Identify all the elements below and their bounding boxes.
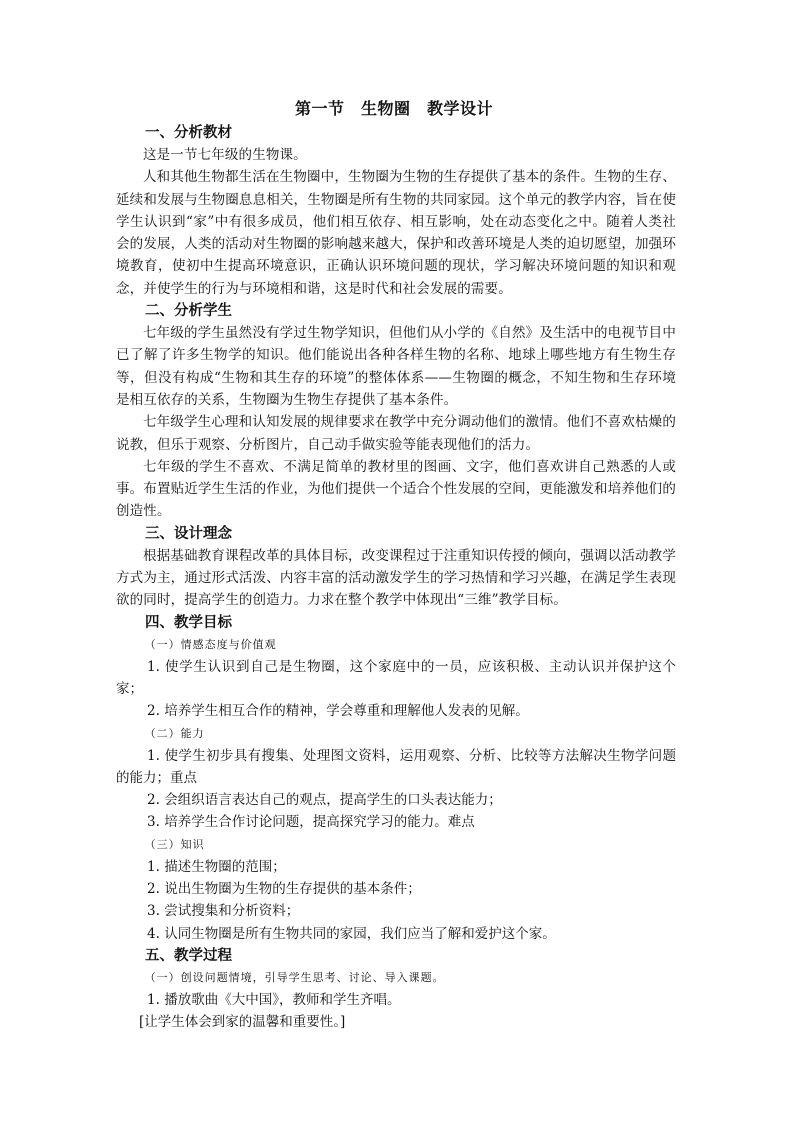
section-heading-2: 二、分析学生 <box>145 302 232 320</box>
list-item: 2. 说出生物圈为生物的生存提供的基本条件； <box>147 881 421 898</box>
list-item: 1. 描述生物圈的范围； <box>147 858 286 875</box>
section-heading-5: 五、教学过程 <box>145 946 232 964</box>
list-item: 1. 使学生认识到自己是生物圈，这个家庭中的一员，应该积极、主动认识并保护这个家； <box>116 658 676 697</box>
list-item: 3. 培养学生合作讨论问题，提高探究学习的能力。难点 <box>147 814 475 831</box>
list-item: 1. 使学生初步具有搜集、处理图文资料，运用观察、分析、比较等方法解决生物学问题的能力；重点 <box>116 747 676 786</box>
page-title: 第一节 生物圈 教学设计 <box>294 99 493 118</box>
paragraph: 根据基础教育课程改革的具体目标，改变课程过于注重知识传授的倾向，强调以活动教学方式为主，通过形式活泼、内容丰富的活动激发学生的学习热情和学习兴趣，在满足学生表现欲的同时，提高学生的创造力。力求在整个教学中体现出“三维”教学目标。 <box>116 547 676 609</box>
subsection-heading: （一）情感态度与价值观 <box>144 637 277 651</box>
subsection-heading: （三）知识 <box>144 837 205 851</box>
list-item: 4. 认同生物圈是所有生物共同的家园，我们应当了解和爱护这个家。 <box>147 925 556 942</box>
section-heading-3: 三、设计理念 <box>145 524 232 542</box>
paragraph: 七年级的学生不喜欢、不满足简单的教材里的图画、文字，他们喜欢讲自己熟悉的人或事。布置贴近学生生活的作业，为他们提供一个适合个性发展的空间，更能激发和培养他们的创造性。 <box>116 458 676 520</box>
list-item: 2. 培养学生相互合作的精神，学会尊重和理解他人发表的见解。 <box>147 703 529 720</box>
section-heading-1: 一、分析教材 <box>145 124 232 141</box>
paragraph: 这是一节七年级的生物课。 <box>143 147 307 163</box>
paragraph: 七年级的学生虽然没有学过生物学知识，但他们从小学的《自然》及生活中的电视节目中已了解了许多生物学的知识。他们能说出各种各样生物的名称、地球上哪些地方有生物生存等，但没有构成“生物和其生存的环境”的整体体系——生物圈的概念，不知生物和生存环境是相互依存的关系，生物圈为生物生存提供了基本条件。 <box>116 325 676 408</box>
list-item: 3. 尝试搜集和分析资料； <box>147 903 300 920</box>
subsection-heading: （二）能力 <box>144 726 205 740</box>
paragraph: 人和其他生物都生活在生物圈中，生物圈为生物的生存提供了基本的条件。生物的生存、延续和发展与生物圈息息相关，生物圈是所有生物的共同家园。这个单元的教学内容，旨在使学生认识到“家”中有很多成员，他们相互依存、相互影响，处在动态变化之中。随着人类社会的发展，人类的活动对生物圈的影响越来越大，保护和改善环境是人类的迫切愿望，加强环境教育，使初中生提高环境意识，正确认识环境问题的现状，学习解决环境问题的知识和观念，并使学生的行为与环境相和谐，这是时代和社会发展的需要。 <box>116 169 676 297</box>
section-heading-4: 四、教学目标 <box>145 613 232 631</box>
list-item: 1. 播放歌曲《大中国》，教师和学生齐唱。 <box>147 991 401 1008</box>
teaching-note: [让学生体会到家的温馨和重要性。] <box>138 1014 346 1031</box>
list-item: 2. 会组织语言表达自己的观点，提高学生的口头表达能力； <box>147 792 502 809</box>
document-body <box>116 96 676 1034</box>
subsection-heading: （一）创设问题情境，引导学生思考、讨论、导入课题。 <box>144 970 445 984</box>
paragraph: 七年级学生心理和认知发展的规律要求在教学中充分调动他们的激情。他们不喜欢枯燥的说教，但乐于观察、分析图片，自己动手做实验等能表现他们的活力。 <box>116 414 676 453</box>
